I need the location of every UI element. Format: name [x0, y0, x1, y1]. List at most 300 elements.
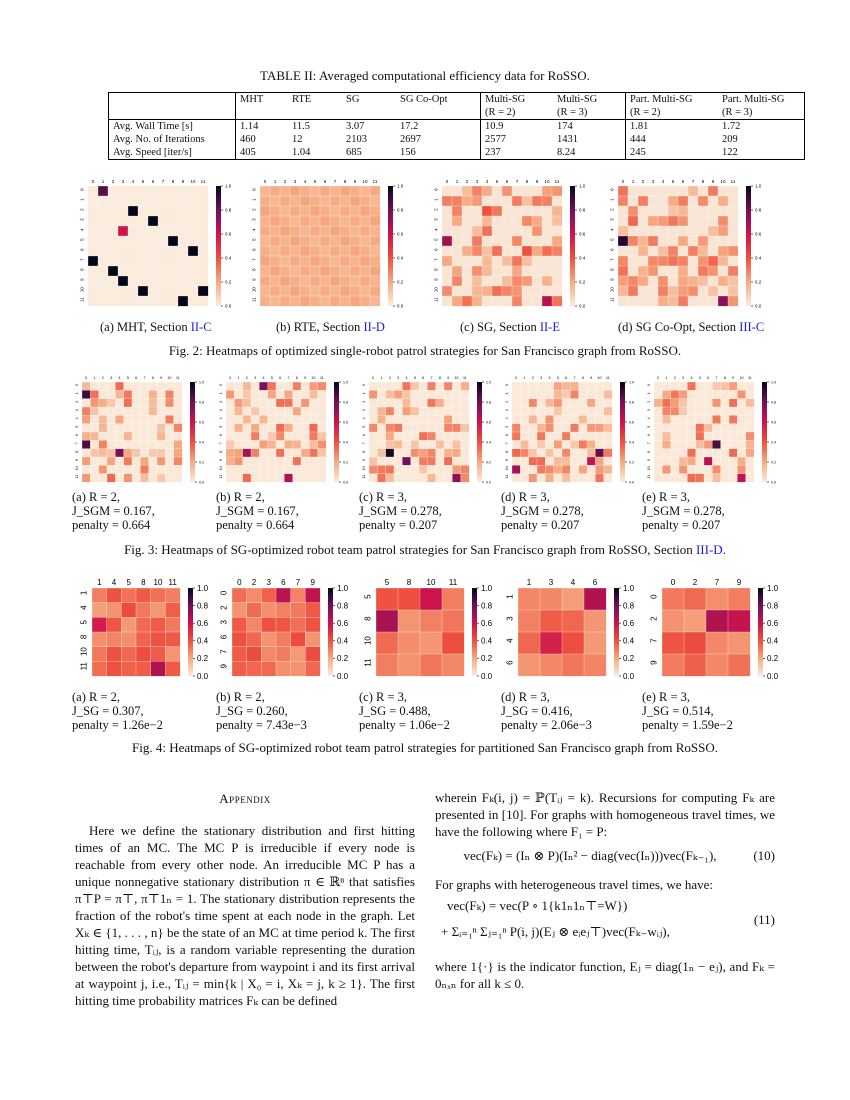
heatmap-cell — [138, 216, 148, 226]
heatmap-cell — [174, 407, 183, 416]
heatmap-cell — [436, 440, 445, 449]
heatmap-cell — [562, 407, 571, 416]
heatmap-cell — [377, 424, 386, 433]
heatmap-cell — [712, 432, 721, 441]
heatmap-cell — [587, 440, 596, 449]
heatmap-cell — [562, 415, 571, 424]
heatmap-cell — [90, 432, 99, 441]
heatmap-cell — [442, 256, 452, 266]
row-tick-label: 10 — [74, 466, 79, 471]
heatmap-cell — [293, 382, 302, 391]
fig3-heatmap-4 — [647, 376, 776, 484]
heatmap-cell — [696, 465, 705, 474]
heatmap-cell — [668, 256, 678, 266]
heatmap-cell — [226, 449, 235, 458]
row-tick-label: 1 — [74, 392, 79, 395]
heatmap-cell — [118, 236, 128, 246]
heatmap-cell — [688, 296, 698, 306]
heatmap-cell — [452, 399, 461, 408]
section-ref-link[interactable]: II-E — [539, 320, 560, 334]
heatmap-cell — [394, 407, 403, 416]
heatmap-cell — [259, 399, 268, 408]
colorbar-tick-label: 0.0 — [771, 480, 776, 485]
heatmap-cell — [226, 457, 235, 466]
heatmap-cell — [442, 296, 452, 306]
heatmap-cell — [718, 186, 728, 196]
heatmap-cell — [115, 390, 124, 399]
heatmap-cell — [678, 276, 688, 286]
heatmap-cell — [452, 276, 462, 286]
heatmap-cell — [554, 399, 563, 408]
heatmap-cell — [251, 424, 260, 433]
heatmap-cell — [648, 206, 658, 216]
heatmap-cell — [251, 465, 260, 474]
heatmap-cell — [330, 226, 340, 236]
heatmap-cell — [174, 415, 183, 424]
row-tick-label: 5 — [646, 425, 651, 428]
heatmap-cell — [704, 407, 713, 416]
heatmap-cell — [280, 256, 290, 266]
heatmap-cell — [737, 440, 746, 449]
heatmap-cell — [309, 465, 318, 474]
heatmap-cell — [554, 382, 563, 391]
table-cell: 156 — [400, 147, 416, 158]
heatmap-cell — [472, 296, 482, 306]
colorbar-tick-label: 0.8 — [225, 207, 232, 213]
heatmap-cell — [512, 246, 522, 256]
heatmap-cell — [168, 276, 178, 286]
subcaption-line: penalty = 0.664 — [216, 518, 295, 532]
heatmap-cell — [350, 206, 360, 216]
heatmap-cell — [492, 186, 502, 196]
heatmap-cell — [157, 457, 166, 466]
row-tick-label: 1 — [609, 198, 615, 201]
heatmap-cell — [522, 186, 532, 196]
heatmap-cell — [628, 206, 638, 216]
row-tick-label: 8 — [433, 268, 439, 271]
heatmap-cell — [174, 399, 183, 408]
row-tick-label: 11 — [433, 297, 439, 302]
heatmap-cell — [579, 465, 588, 474]
heatmap-cell — [98, 266, 108, 276]
heatmap-cell — [370, 296, 380, 306]
row-tick-label: 0 — [219, 590, 229, 596]
fig2-subcaption — [460, 320, 560, 334]
heatmap-cell — [420, 588, 442, 610]
fig3-subcaption — [72, 490, 155, 532]
heatmap-cell — [115, 440, 124, 449]
heatmap-cell — [718, 216, 728, 226]
row-tick-label: 6 — [218, 434, 223, 437]
heatmap-cell — [320, 206, 330, 216]
heatmap-cell — [157, 432, 166, 441]
heatmap-cell — [545, 399, 554, 408]
heatmap-cell — [377, 449, 386, 458]
heatmap-cell — [721, 415, 730, 424]
heatmap-cell — [746, 457, 755, 466]
heatmap-cell — [579, 449, 588, 458]
heatmap-cell — [668, 186, 678, 196]
heatmap-cell — [698, 186, 708, 196]
heatmap-cell — [436, 457, 445, 466]
heatmap-cell — [737, 449, 746, 458]
heatmap-cell — [320, 246, 330, 256]
heatmap-cell — [340, 196, 350, 206]
row-tick-label: 9 — [609, 278, 615, 281]
heatmap-cell — [618, 246, 628, 256]
heatmap-cell — [737, 432, 746, 441]
row-tick-label: 1 — [79, 590, 89, 596]
heatmap-cell — [537, 399, 546, 408]
heatmap-cell — [462, 256, 472, 266]
heatmap-cell — [492, 276, 502, 286]
heatmap-cell — [662, 407, 671, 416]
heatmap-cell — [662, 588, 684, 610]
heatmap-cell — [260, 246, 270, 256]
subcaption-line: (e) R = 3, — [642, 490, 691, 504]
heatmap-cell — [654, 440, 663, 449]
heatmap-cell — [411, 449, 420, 458]
colorbar-tick-label: 0.4 — [767, 636, 779, 646]
heatmap-cell — [587, 449, 596, 458]
heatmap-cell — [118, 216, 128, 226]
fig3-caption-ref[interactable]: III-D — [695, 542, 723, 557]
heatmap-cell — [618, 256, 628, 266]
heatmap-cell — [532, 266, 542, 276]
heatmap-cell — [618, 196, 628, 206]
heatmap-cell — [688, 246, 698, 256]
heatmap-cell — [259, 390, 268, 399]
row-tick-label: 10 — [363, 636, 373, 646]
heatmap-cell — [442, 632, 464, 654]
table-cell: (R = 2) — [481, 106, 554, 120]
col-tick-label: 2 — [388, 376, 391, 380]
heatmap-cell — [678, 246, 688, 256]
heatmap-cell — [662, 465, 671, 474]
subcaption-line: penalty = 1.59e−2 — [642, 718, 733, 732]
heatmap-cell — [554, 465, 563, 474]
table-cell: 245 — [626, 146, 719, 160]
heatmap-cell — [280, 286, 290, 296]
subcaption-line: (a) R = 2, — [72, 490, 121, 504]
section-ref-link[interactable]: II-D — [363, 320, 385, 334]
heatmap-cell — [140, 382, 149, 391]
heatmap-cell — [718, 296, 728, 306]
heatmap-cell — [270, 286, 280, 296]
heatmap-cell — [243, 407, 252, 416]
colorbar-tick-label: 1.0 — [397, 183, 404, 189]
heatmap-cell — [668, 276, 678, 286]
heatmap-cell — [394, 449, 403, 458]
row-tick-label: 1 — [504, 392, 509, 395]
heatmap-cell — [562, 432, 571, 441]
heatmap-cell — [482, 286, 492, 296]
heatmap-cell — [121, 617, 136, 632]
col-tick-label: 6 — [592, 578, 598, 587]
colorbar-tick-label: 0.4 — [629, 440, 634, 445]
equation-11-line-1: vec(Fₖ) = vec(P ∘ 1{k1ₙ1ₙ⊤=W}) — [447, 898, 628, 913]
heatmap-cell — [305, 632, 320, 647]
subcaption-line: (b) R = 2, — [216, 690, 265, 704]
heatmap-cell — [115, 449, 124, 458]
heatmap-cell — [148, 266, 158, 276]
heatmap-cell — [552, 226, 562, 236]
row-tick-label: 11 — [79, 662, 89, 671]
row-tick-label: 1 — [251, 198, 257, 201]
heatmap-cell — [188, 296, 198, 306]
heatmap-cell — [226, 474, 235, 483]
efficiency-table — [108, 92, 805, 160]
row-tick-label: 3 — [74, 409, 79, 412]
heatmap-cell — [370, 246, 380, 256]
heatmap-cell — [360, 186, 370, 196]
heatmap-cell — [737, 474, 746, 483]
colorbar-tick-label: 0.2 — [199, 460, 204, 465]
heatmap-cell — [502, 276, 512, 286]
heatmap-cell — [318, 465, 327, 474]
heatmap-cell — [662, 382, 671, 391]
section-ref-link[interactable]: III-C — [739, 320, 765, 334]
row-tick-label: 9 — [218, 459, 223, 462]
heatmap-cell — [198, 196, 208, 206]
col-tick-label: 11 — [372, 179, 378, 184]
heatmap-cell — [149, 415, 158, 424]
heatmap-cell — [712, 424, 721, 433]
row-tick-label: 11 — [504, 474, 509, 479]
heatmap-cell — [350, 186, 360, 196]
heatmap-cell — [309, 449, 318, 458]
heatmap-cell — [698, 196, 708, 206]
heatmap-cell — [309, 424, 318, 433]
fig4-caption: Fig. 4: Heatmaps of SG-optimized robot team patrol strategies for partitioned San Francisco graph from RoSSO. — [132, 740, 718, 755]
fig3-heatmap-0 — [75, 376, 204, 484]
heatmap-cell — [188, 256, 198, 266]
heatmap-cell — [251, 449, 260, 458]
heatmap-cell — [688, 266, 698, 276]
heatmap-cell — [398, 610, 420, 632]
heatmap-cell — [148, 276, 158, 286]
heatmap-cell — [140, 457, 149, 466]
subcaption-line: (c) R = 3, — [359, 690, 408, 704]
heatmap-cell — [300, 276, 310, 286]
heatmap-cell — [654, 424, 663, 433]
heatmap-cell — [174, 424, 183, 433]
heatmap-cell — [746, 424, 755, 433]
heatmap-cell — [537, 390, 546, 399]
heatmap-cell — [595, 449, 604, 458]
heatmap-cell — [512, 186, 522, 196]
col-tick-label: 7 — [691, 179, 695, 184]
heatmap-cell — [284, 390, 293, 399]
heatmap-cell — [291, 603, 306, 618]
heatmap-cell — [168, 216, 178, 226]
heatmap-cell — [90, 382, 99, 391]
heatmap-cell — [512, 407, 521, 416]
heatmap-cell — [309, 415, 318, 424]
col-tick-label: 4 — [303, 179, 307, 184]
col-tick-label: 0 — [657, 376, 660, 380]
heatmap-cell — [124, 474, 133, 483]
heatmap-cell — [552, 186, 562, 196]
heatmap-cell — [520, 407, 529, 416]
heatmap-cell — [188, 266, 198, 276]
heatmap-cell — [520, 474, 529, 483]
heatmap-cell — [301, 399, 310, 408]
heatmap-cell — [452, 186, 462, 196]
heatmap-cell — [108, 216, 118, 226]
heatmap-cell — [427, 415, 436, 424]
col-tick-label: 0 — [372, 376, 375, 380]
heatmap-cell — [88, 296, 98, 306]
heatmap-cell — [340, 186, 350, 196]
heatmap-cell — [270, 276, 280, 286]
row-tick-label: 0 — [74, 384, 79, 387]
heatmap-cell — [377, 474, 386, 483]
heatmap-cell — [198, 276, 208, 286]
heatmap-cell — [419, 424, 428, 433]
heatmap-cell — [270, 296, 280, 306]
col-tick-label: 5 — [413, 376, 416, 380]
heatmap-cell — [132, 457, 141, 466]
row-tick-label: 8 — [361, 450, 366, 453]
heatmap-cell — [320, 216, 330, 226]
row-tick-label: 10 — [646, 466, 651, 471]
heatmap-cell — [492, 296, 502, 306]
heatmap-cell — [520, 424, 529, 433]
heatmap-cell — [628, 276, 638, 286]
heatmap-cell — [529, 415, 538, 424]
heatmap-cell — [737, 390, 746, 399]
heatmap-cell — [512, 236, 522, 246]
heatmap-cell — [679, 399, 688, 408]
heatmap-cell — [108, 226, 118, 236]
heatmap-cell — [128, 216, 138, 226]
heatmap-cell — [688, 256, 698, 266]
heatmap-cell — [291, 632, 306, 647]
heatmap-cell — [259, 424, 268, 433]
row-tick-label: 9 — [219, 664, 229, 669]
heatmap-cell — [444, 440, 453, 449]
heatmap-cell — [140, 415, 149, 424]
row-tick-label: 11 — [74, 474, 79, 479]
heatmap-cell — [587, 399, 596, 408]
heatmap-cell — [174, 474, 183, 483]
heatmap-cell — [140, 399, 149, 408]
heatmap-cell — [427, 399, 436, 408]
heatmap-cell — [512, 216, 522, 226]
heatmap-cell — [522, 276, 532, 286]
heatmap-cell — [108, 296, 118, 306]
heatmap-cell — [276, 424, 285, 433]
col-tick-label: 11 — [448, 578, 458, 587]
heatmap-cell — [268, 390, 277, 399]
heatmap-cell — [309, 432, 318, 441]
col-tick-label: 8 — [151, 376, 154, 380]
heatmap-cell — [132, 432, 141, 441]
heatmap-cell — [270, 236, 280, 246]
heatmap-cell — [532, 296, 542, 306]
heatmap-cell — [452, 296, 462, 306]
row-tick-label: 11 — [218, 474, 223, 479]
heatmap-cell — [310, 246, 320, 256]
heatmap-cell — [290, 226, 300, 236]
heatmap-cell — [419, 390, 428, 399]
heatmap-cell — [436, 424, 445, 433]
table-cell: Avg. Wall Time [s] — [113, 121, 193, 132]
heatmap-cell — [386, 407, 395, 416]
heatmap-cell — [301, 382, 310, 391]
heatmap-cell — [512, 206, 522, 216]
subcaption-line: penalty = 0.664 — [72, 518, 151, 532]
heatmap-cell — [118, 196, 128, 206]
heatmap-cell — [377, 407, 386, 416]
heatmap-cell — [502, 246, 512, 256]
heatmap-cell — [671, 399, 680, 408]
heatmap-cell — [260, 286, 270, 296]
heatmap-cell — [529, 390, 538, 399]
heatmap-cell — [290, 286, 300, 296]
heatmap-cell — [688, 226, 698, 236]
heatmap-cell — [369, 432, 378, 441]
heatmap-cell — [300, 266, 310, 276]
col-tick-label: 3 — [121, 179, 125, 184]
heatmap-cell — [728, 236, 738, 246]
heatmap-cell — [688, 216, 698, 226]
heatmap-cell — [638, 286, 648, 296]
heatmap-cell — [554, 415, 563, 424]
heatmap-cell — [320, 266, 330, 276]
heatmap-cell — [654, 457, 663, 466]
heatmap-cell — [522, 226, 532, 236]
col-tick-label: 10 — [544, 179, 550, 184]
heatmap-cell — [369, 382, 378, 391]
colorbar-tick-label: 0.2 — [481, 654, 493, 664]
subcaption-line: J_SG = 0.488, — [359, 704, 431, 718]
colorbar-tick-label: 0.8 — [199, 400, 204, 405]
heatmap-cell — [648, 186, 658, 196]
heatmap-cell — [411, 432, 420, 441]
heatmap-cell — [151, 588, 166, 603]
col-tick-label: 11 — [319, 376, 324, 380]
heatmap-cell — [671, 407, 680, 416]
col-tick-label: 8 — [581, 376, 584, 380]
row-tick-label: 10 — [609, 287, 615, 293]
row-tick-label: 5 — [361, 425, 366, 428]
heatmap-cell — [309, 407, 318, 416]
subcaption-line: J_SGM = 0.167, — [72, 504, 155, 518]
col-tick-label: 4 — [570, 578, 576, 587]
col-tick-label: 7 — [143, 376, 146, 380]
row-tick-label: 1 — [646, 392, 651, 395]
heatmap-cell — [628, 296, 638, 306]
heatmap-cell — [532, 256, 542, 266]
heatmap-cell — [728, 256, 738, 266]
heatmap-cell — [587, 407, 596, 416]
heatmap-cell — [570, 440, 579, 449]
row-tick-label: 1 — [433, 198, 439, 201]
heatmap-cell — [370, 266, 380, 276]
heatmap-cell — [718, 246, 728, 256]
colorbar-tick-label: 0.4 — [771, 440, 776, 445]
heatmap-cell — [718, 286, 728, 296]
heatmap-cell — [502, 296, 512, 306]
heatmap-cell — [542, 236, 552, 246]
heatmap-cell — [234, 399, 243, 408]
heatmap-cell — [138, 296, 148, 306]
section-ref-link[interactable]: II-C — [190, 320, 212, 334]
heatmap-cell — [461, 407, 470, 416]
heatmap-cell — [293, 440, 302, 449]
